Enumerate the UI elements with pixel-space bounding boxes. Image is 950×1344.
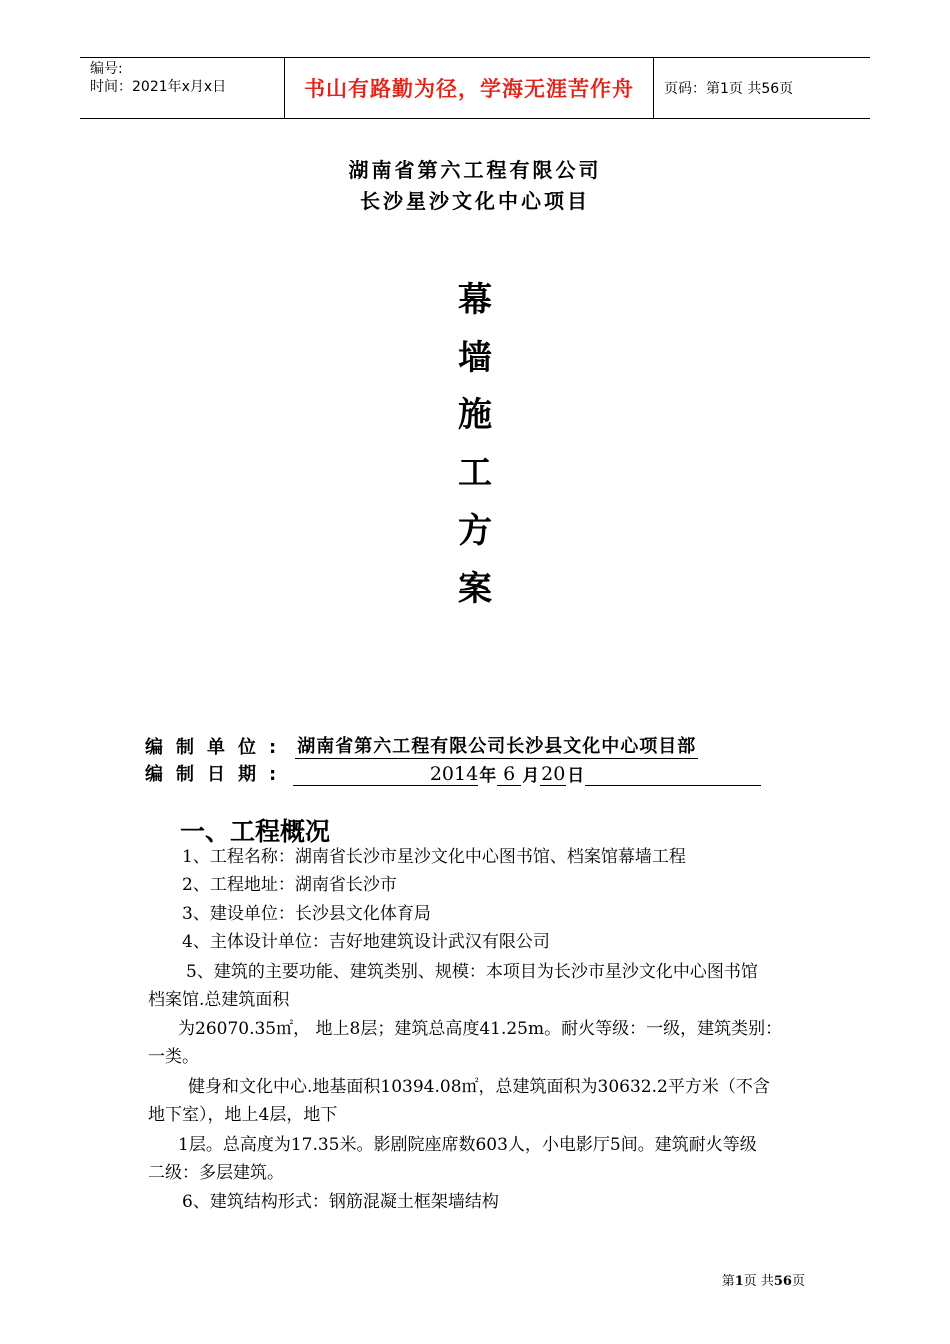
overview-item: 6、建筑结构形式：钢筋混凝土框架墙结构 bbox=[182, 1192, 499, 1212]
compile-date-value bbox=[293, 761, 761, 786]
overview-item: 5、建筑的主要功能、建筑类别、规模：本项目为长沙市星沙文化中心图书馆 bbox=[186, 962, 758, 982]
date-day: 20 bbox=[541, 763, 566, 785]
overview-item: 档案馆.总建筑面积 bbox=[148, 990, 290, 1010]
overview-item: 1、工程名称：湖南省长沙市星沙文化中心图书馆、档案馆幕墙工程 bbox=[182, 847, 686, 867]
footer-prefix: 第 bbox=[721, 1274, 735, 1289]
doc-title-char: 幕 bbox=[458, 280, 492, 320]
compile-unit-label: 编制单位: bbox=[145, 737, 290, 758]
doc-title-char: 施 bbox=[458, 395, 492, 435]
footer-middle: 页 共 bbox=[743, 1274, 774, 1289]
overview-item: 2、工程地址：湖南省长沙市 bbox=[182, 875, 397, 895]
date-year: 2014 bbox=[293, 763, 478, 786]
time-label: 时间：2021年x月x日 bbox=[90, 79, 227, 95]
doc-title-char: 墙 bbox=[458, 338, 492, 378]
footer-total: 56 bbox=[773, 1274, 792, 1289]
number-label: 编号: bbox=[90, 61, 123, 77]
date-underline bbox=[585, 765, 761, 786]
date-year-unit: 年 bbox=[479, 766, 497, 786]
doc-title-char: 工 bbox=[458, 453, 492, 493]
overview-item: 为26070.35㎡， 地上8层；建筑总高度41.25m。耐火等级：一级，建筑类别： bbox=[178, 1019, 783, 1039]
page-footer bbox=[722, 1270, 805, 1289]
compile-date-row bbox=[145, 760, 761, 786]
date-month-unit: 月 bbox=[522, 766, 540, 786]
footer-suffix: 页 bbox=[791, 1274, 805, 1289]
overview-item: 二级：多层建筑。 bbox=[148, 1163, 284, 1183]
footer-page: 1 bbox=[734, 1274, 744, 1289]
header-left-cell bbox=[80, 58, 284, 118]
overview-item: 健身和文化中心.地基面积10394.08㎡，总建筑面积为30632.2平方米（不含 bbox=[188, 1077, 770, 1097]
doc-title-char: 方 bbox=[458, 511, 492, 551]
overview-item: 4、主体设计单位：吉好地建筑设计武汉有限公司 bbox=[182, 932, 550, 952]
header-table bbox=[80, 57, 870, 119]
overview-item: 地下室），地上4层，地下 bbox=[148, 1105, 338, 1125]
doc-title-char: 案 bbox=[458, 569, 492, 609]
overview-item: 一类。 bbox=[148, 1047, 199, 1067]
page-info: 页码：第1页 共56页 bbox=[664, 81, 794, 97]
compile-unit-value: 湖南省第六工程有限公司长沙县文化中心项目部 bbox=[295, 732, 698, 759]
company-name: 湖南省第六工程有限公司 bbox=[348, 158, 602, 182]
overview-item: 3、建设单位：长沙县文化体育局 bbox=[182, 904, 431, 924]
project-name: 长沙星沙文化中心项目 bbox=[360, 189, 590, 213]
section-title: 一、工程概况 bbox=[180, 817, 331, 846]
compile-unit-row bbox=[145, 732, 698, 759]
motto: 书山有路勤为径，学海无涯苦作舟 bbox=[284, 58, 654, 118]
compile-date-label: 编制日期: bbox=[145, 764, 290, 785]
overview-item: 1层。总高度为17.35米。影剧院座席数603人，小电影厅5间。建筑耐火等级 bbox=[178, 1135, 757, 1155]
date-day-unit: 日 bbox=[567, 766, 585, 786]
date-month: 6 bbox=[497, 763, 521, 786]
